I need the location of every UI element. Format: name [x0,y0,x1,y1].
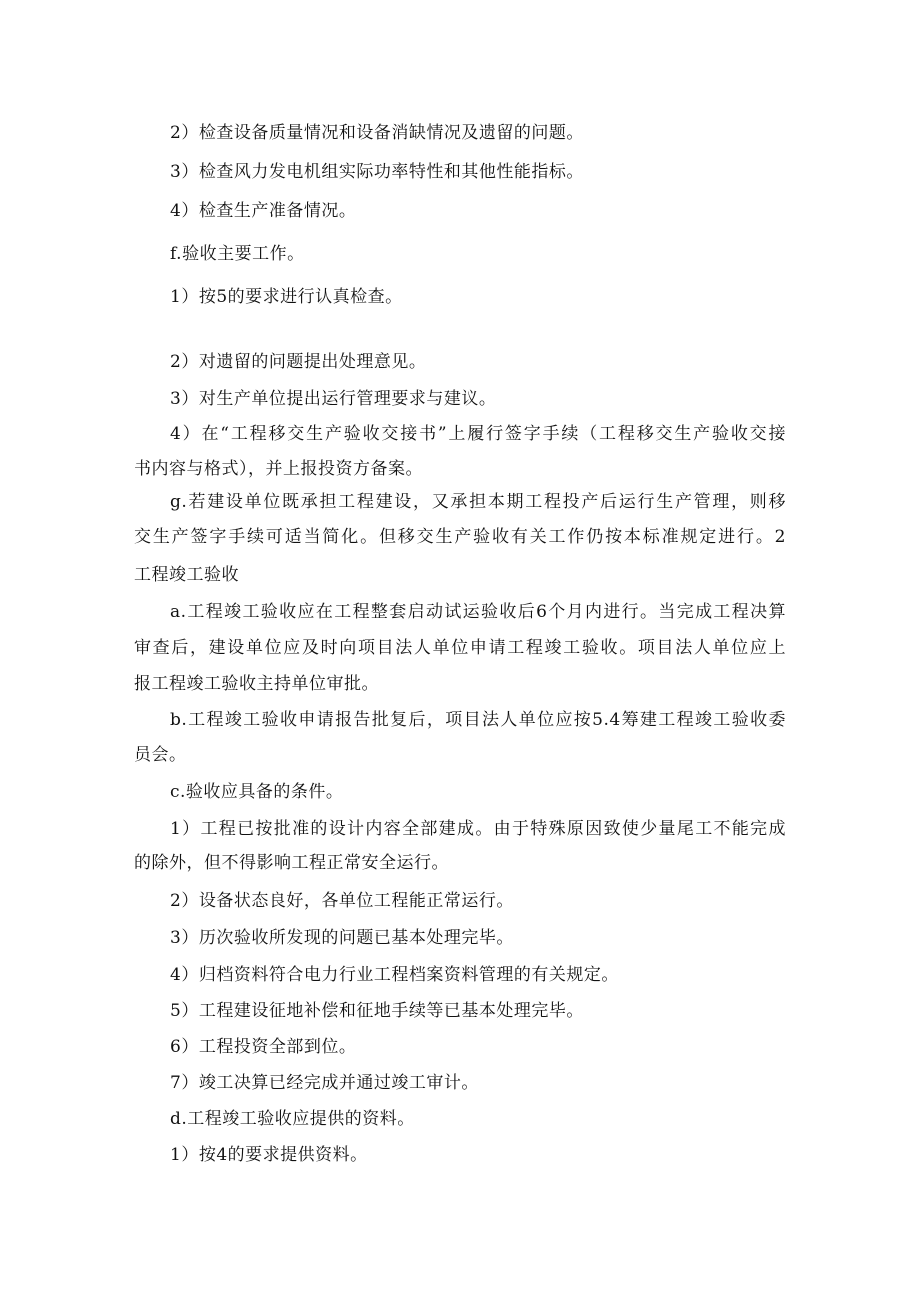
list-item: 6）工程投资全部到位。 [170,1037,357,1057]
list-item: 4）检查生产准备情况。 [170,201,357,221]
list-item: 2）检查设备质量情况和设备消缺情况及遗留的问题。 [170,123,584,143]
list-item: 7）竣工决算已经完成并通过竣工审计。 [170,1073,479,1093]
paragraph-line: 的除外，但不得影响工程正常安全运行。 [134,853,449,873]
paragraph-line: 4）在“工程移交生产验收交接书”上履行签字手续（工程移交生产验收交接 [170,424,786,444]
list-item: f.验收主要工作。 [170,244,305,264]
section-heading: 工程竣工验收 [134,565,239,585]
list-item: c.验收应具备的条件。 [170,782,344,802]
paragraph-line: 员会。 [134,745,187,765]
paragraph-line: 审查后，建设单位应及时向项目法人单位申请工程竣工验收。项目法人单位应上 [134,638,786,658]
list-item: 1）按5的要求进行认真检查。 [170,287,403,307]
paragraph-line: 交生产签字手续可适当简化。但移交生产验收有关工作仍按本标准规定进行。2 [134,527,786,547]
list-item: 2）对遗留的问题提出处理意见。 [170,352,427,372]
paragraph-line: 报工程竣工验收主持单位审批。 [134,674,379,694]
paragraph-line: g.若建设单位既承担工程建设，又承担本期工程投产后运行生产管理，则移 [170,492,786,512]
list-item: d.工程竣工验收应提供的资料。 [170,1109,415,1129]
list-item: 1）按4的要求提供资料。 [170,1145,368,1165]
paragraph-line: b.工程竣工验收申请报告批复后，项目法人单位应按5.4筹建工程竣工验收委 [170,710,786,730]
list-item: 4）归档资料符合电力行业工程档案资料管理的有关规定。 [170,965,619,985]
list-item: 3）检查风力发电机组实际功率特性和其他性能指标。 [170,162,584,182]
list-item: 5）工程建设征地补偿和征地手续等已基本处理完毕。 [170,1001,584,1021]
paragraph-line: 书内容与格式），并上报投资方备案。 [134,459,423,479]
paragraph-line: 1）工程已按批准的设计内容全部建成。由于特殊原因致使少量尾工不能完成 [170,819,786,839]
list-item: 2）设备状态良好，各单位工程能正常运行。 [170,891,514,911]
list-item: 3）对生产单位提出运行管理要求与建议。 [170,389,497,409]
list-item: 3）历次验收所发现的问题已基本处理完毕。 [170,928,514,948]
paragraph-line: a.工程竣工验收应在工程整套启动试运验收后6个月内进行。当完成工程决算 [170,602,786,622]
